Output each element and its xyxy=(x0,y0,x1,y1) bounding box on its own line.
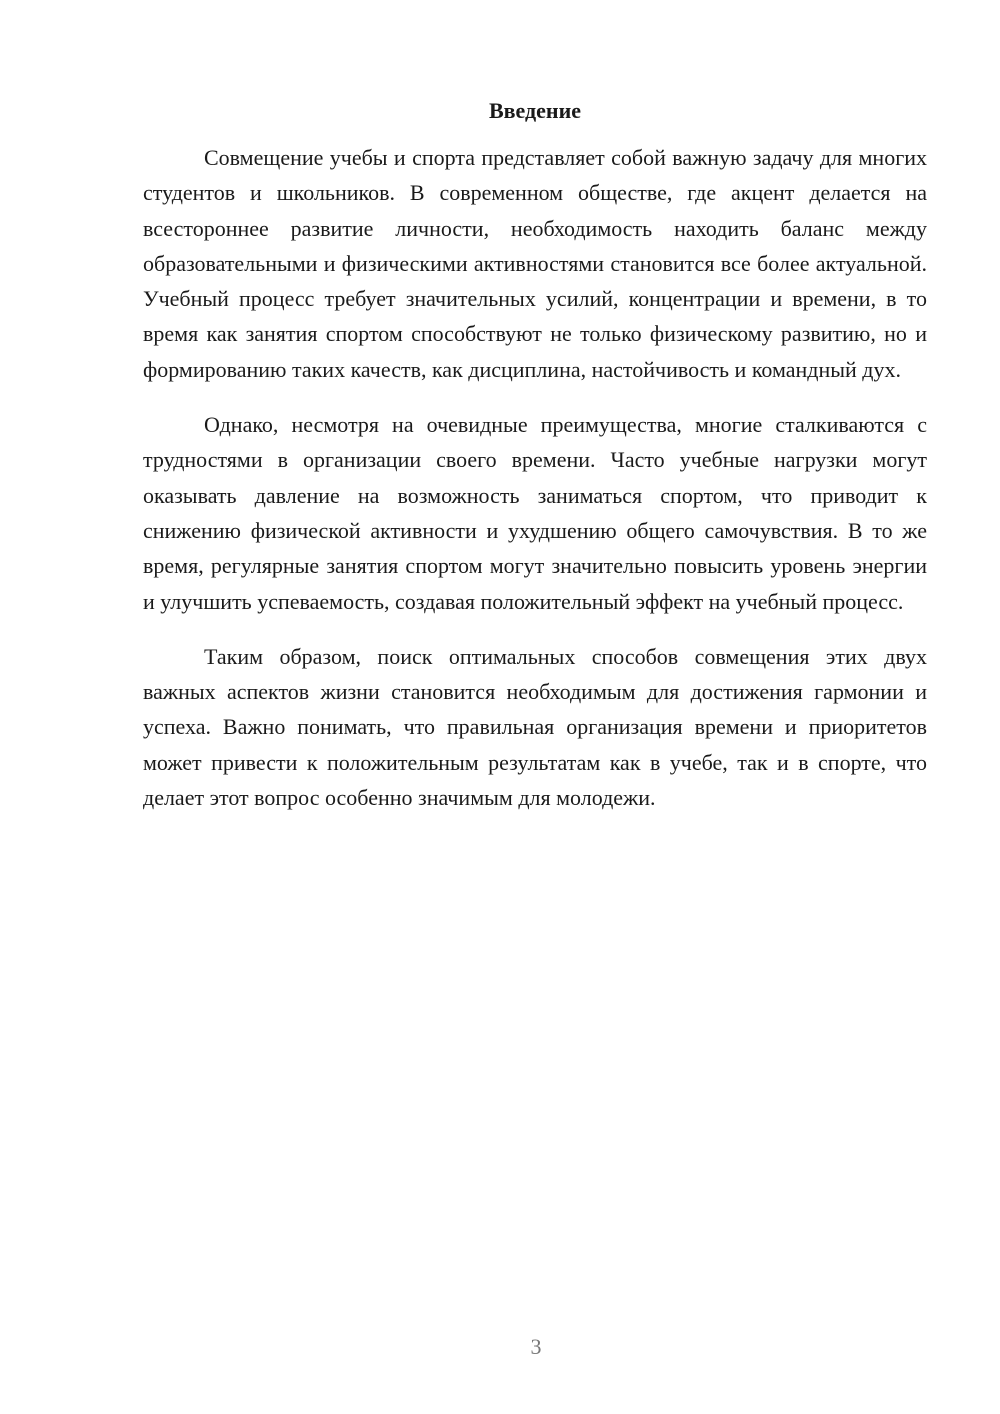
paragraph-3: Таким образом, поиск оптимальных способов совмещения этих двух важных аспектов жизни становится необходимым для достижения гармонии и успеха. Важно понимать, что правильная организация времени и приоритетов может привести к положительным результатам как в учебе, так и в спорте, что делает этот вопрос особенно значимым для молодежи. xyxy=(143,643,927,811)
page-number: 3 xyxy=(530,1334,542,1359)
paragraph-2: Однако, несмотря на очевидные преимущества, многие сталкиваются с трудностями в организации своего времени. Часто учебные нагрузки могут оказывать давление на возможность заниматься спортом, что приводит к снижению физической активности и ухудшению общего самочувствия. В то же время, регулярные занятия спортом могут значительно повысить уровень энергии и улучшить успеваемость, создавая положительный эффект на учебный процесс. xyxy=(143,412,927,614)
paragraph-1: Совмещение учебы и спорта представляет собой важную задачу для многих студентов и школьников. В современном обществе, где акцент делается на всестороннее развитие личности, необходимость находить баланс между образовательными и физическими активностями становится все более актуальной. Учебный процесс требует значительных усилий, концентрации и времени, в то время как занятия спортом способствуют не только физическому развитию, но и формированию таких качеств, как дисциплина, настойчивость и командный дух. xyxy=(143,145,927,382)
section-heading: Введение xyxy=(488,98,582,123)
page-content xyxy=(143,96,927,835)
